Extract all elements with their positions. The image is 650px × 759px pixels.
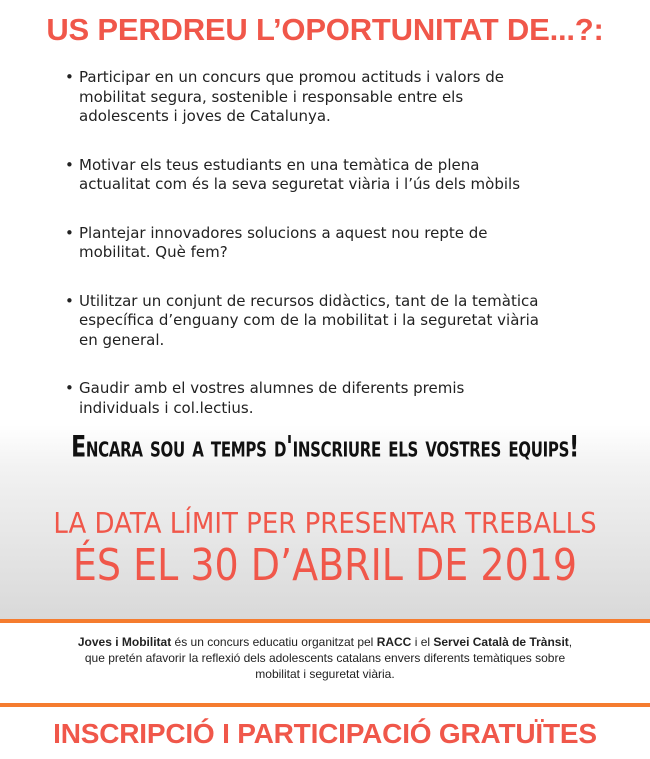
contest-name: Joves i Mobilitat — [77, 635, 172, 649]
bullet-icon: • — [65, 223, 74, 242]
headline: US PERDREU L’OPORTUNITAT DE...?: — [46, 12, 604, 47]
list-item-line: individuals i col.lectius. — [79, 398, 254, 417]
info-text: mobilitat i seguretat viària. — [255, 667, 395, 681]
list-item-line: en general. — [79, 330, 165, 349]
list-item-line: Utilitzar un conjunt de recursos didàctics, tant de la temàtica — [79, 291, 539, 310]
bullet-icon: • — [65, 155, 74, 174]
info-text: , — [568, 635, 573, 649]
deadline-line-1: LA DATA LÍMIT PER PRESENTAR TREBALLS — [53, 507, 597, 541]
free-registration-banner: INSCRIPCIÓ I PARTICIPACIÓ GRATUÏTES — [53, 718, 597, 749]
list-item — [65, 379, 585, 418]
list-item-line: Plantejar innovadores solucions a aquest nou repte de — [79, 223, 488, 242]
list-item-line: mobilitat. Què fem? — [79, 243, 228, 261]
info-text: i el — [411, 635, 434, 649]
list-item-line: específica d’enguany com de la mobilitat i la seguretat viària — [79, 311, 539, 329]
list-item — [65, 224, 585, 263]
list-item-line: mobilitat segura, sostenible i responsable entre els — [79, 87, 464, 106]
list-item-line: actualitat com és la seva seguretat viària i l’ús dels mòbils — [79, 175, 521, 193]
bullet-icon: • — [65, 379, 74, 397]
list-item — [65, 156, 585, 195]
bullet-icon: • — [65, 291, 74, 310]
list-item — [65, 68, 585, 127]
deadline-line-2: ÉS EL 30 D’ABRIL DE 2019 — [72, 539, 578, 591]
benefits-list — [65, 68, 585, 447]
list-item — [65, 292, 585, 351]
list-item-line: Participar en un concurs que promou actituds i valors de — [79, 68, 505, 86]
divider-bottom — [0, 703, 650, 707]
list-item-line: Motivar els teus estudiants en una temàtica de plena — [79, 155, 480, 174]
info-text: que pretén afavorir la reflexió dels adolescents catalans envers diferents temàtiques sobre — [84, 651, 566, 665]
info-text: és un concurs educatiu organitzat pel — [171, 635, 377, 649]
registration-reminder: Encara sou a temps d'inscriure els vostres equips! — [71, 430, 579, 465]
divider-top — [0, 619, 650, 623]
organizer-sct: Servei Català de Trànsit — [433, 635, 569, 649]
organizer-racc: RACC — [376, 635, 412, 649]
list-item-line: adolescents i joves de Catalunya. — [79, 107, 331, 125]
list-item-line: Gaudir amb el vostres alumnes de diferents premis — [79, 379, 465, 397]
bullet-icon: • — [65, 68, 74, 86]
callout-section — [0, 425, 650, 619]
contest-info — [12, 634, 638, 682]
